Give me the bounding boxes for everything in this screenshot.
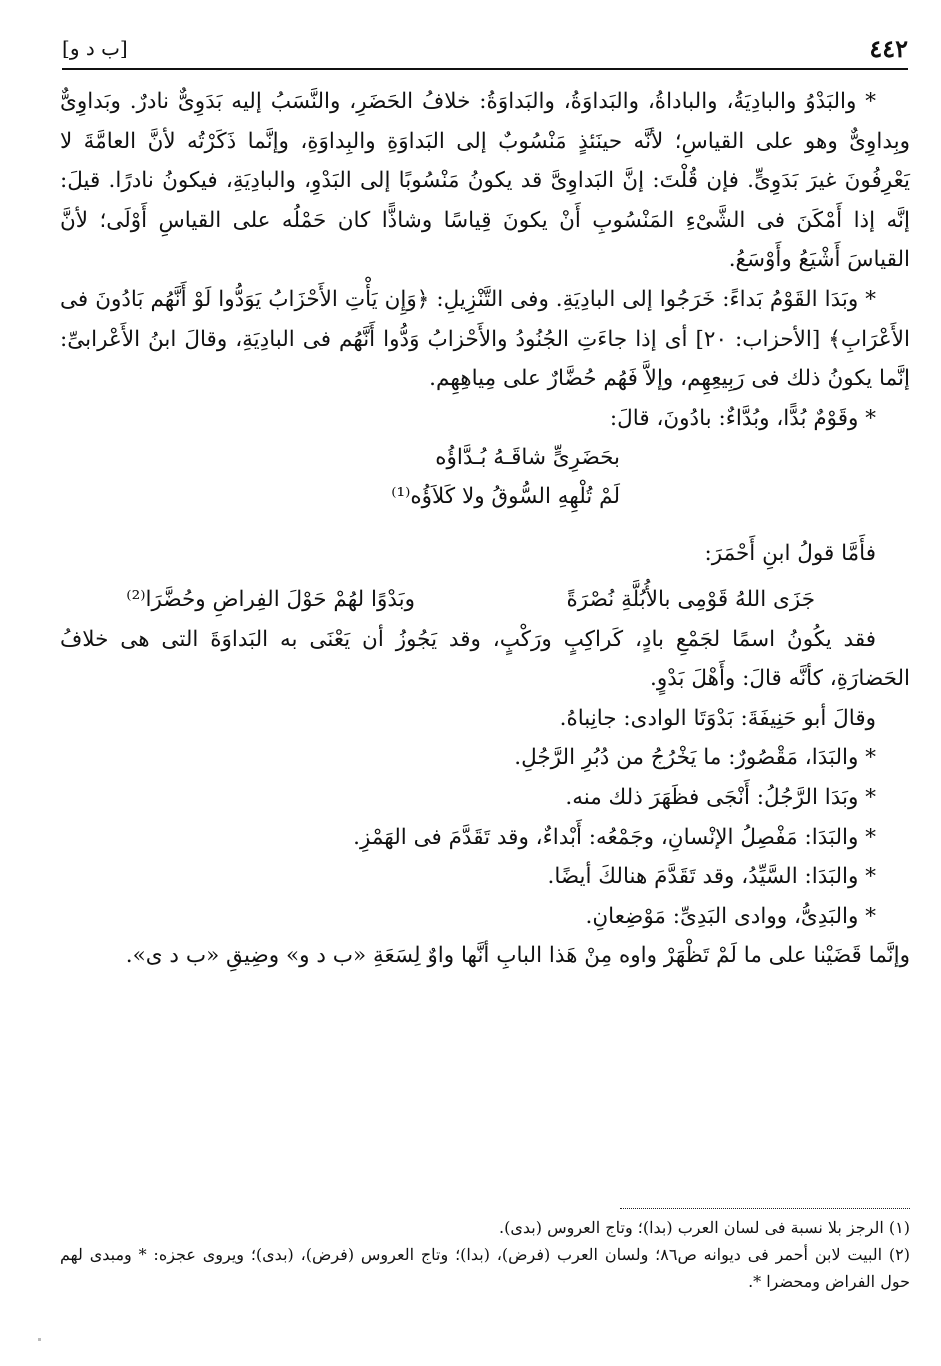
footnote: (٢) البيت لابن أحمر فى ديوانه ص٨٦؛ ولسان العرب (فرض)، (بدا)؛ وتاج العروس (فرض)، (بدى)؛ ويروى عجزه: * ومبدى لهم حول الفراض ومحضرا *. [60, 1245, 911, 1291]
paragraph: * وقَوْمٌ بُدًّا، وبُدَّاءٌ: بادُونَ، قالَ: [609, 405, 876, 431]
paragraph: وإنَّما قَضَيْنا على ما لَمْ تَظْهَرْ واوه مِنْ هَذا البابِ أنَّها واوٌ لِسَعَةِ «ب د و» وضِيقِ «ب د ى». [125, 943, 910, 969]
poetry-couplet [60, 580, 910, 620]
footnote: (١) الرجز بلا نسبة فى لسان العرب (بدا)؛ وتاج العروس (بدى). [499, 1218, 910, 1237]
paragraph: * وبَدَا القَوْمُ بَداءً: خَرَجُوا إلى البادِيَةِ. وفى التَّنْزِيلِ: ﴿وَإِن يَأْتِ الأَحْزَابُ يَوَدُّوا لَوْ أَنَّهُم بَادُونَ فى الأَعْرَابِ﴾ [الأحزاب: ٢٠] أى إذا جاءَتِ الجُنُودُ والأَحْزابُ وَدُّوا أَنَّهُم فى البادِيَةِ، وقالَ ابنُ الأَعْرابىِّ: إنَّما يكونُ ذلك فى رَبِيعِهِم، وإلاَّ فَهُم حُضَّارٌ على مِياهِهِم. [60, 286, 910, 392]
page-header [62, 28, 908, 70]
hemistich-second: وبَدْوًا لهُمْ حَوْلَ الفِراضِ وحُضَّرَا⁽²⁾ [126, 586, 415, 612]
paragraph: * وبَدَا الرَّجُلُ: أَنْجَى فظَهَرَ ذلك منه. [565, 784, 876, 810]
verse-line: لَمْ تُلْهِهِ السُّوقُ ولا كَلاَؤُه⁽¹⁾ [391, 484, 620, 510]
hemistich-first: جَزَى اللهُ قَوْمِى بالأُبُلَّةِ نُصْرَةً [566, 586, 815, 612]
verse-line: بحَضَرِىٍّ شاقَـهُ بُـدَّاؤُه [435, 445, 620, 471]
footnote-separator [620, 1208, 910, 1209]
paragraph: * والبَدَا، مَقْصُورٌ: ما يَخْرُجُ من دُبُرِ الرَّجُلِ. [514, 745, 876, 771]
scan-speck [38, 1338, 41, 1341]
main-text [60, 82, 910, 976]
paragraph: فقد يكُونُ اسمًا لجَمْعِ بادٍ، كَراكِبٍ ورَكْبٍ، وقد يَجُوزُ أن يَعْنَى به البَداوَةَ التى هى خلافُ الحَضارَةِ، كأنَّه قالَ: وأَهْلَ بَدْوٍ. [60, 626, 910, 692]
page-number: ٤٤٢ [869, 34, 908, 63]
paragraph: فأَمَّا قولُ ابنِ أَحْمَرَ: [704, 541, 876, 567]
paragraph: * والبَدَا: مَفْصِلُ الإنْسانِ، وجَمْعُه: أَبْداءٌ، وقد تَقَدَّمَ فى الهَمْزِ. [353, 824, 876, 850]
paragraph: * والبَدَا: السَّيِّدُ، وقد تَقَدَّمَ هنالكَ أيضًا. [547, 864, 876, 890]
paragraph: وقالَ أبو حَنِيفَةَ: بَدْوَتَا الوادى: جانِباهُ. [559, 705, 876, 731]
footnotes [60, 1214, 910, 1295]
paragraph: * والبَدِىُّ، ووادى البَدِىِّ: مَوْضِعانِ. [585, 903, 876, 929]
paragraph: * والبَدْوُ والبادِيَةُ، والباداةُ، والبَداوَةُ، والبَداوَةُ: خلافُ الحَضَرِ، والنَّسَبُ إليه بَدَوِىٌّ نادرٌ. وبَداوِىٌّ وبِداوِىٌّ وهو على القياسِ؛ لأنَّه حينَئذٍ مَنْسُوبٌ إلى البَداوَةِ والبِداوَةِ، وإنَّما ذَكَرْتُه لأنَّ العامَّةَ لا يَعْرِفُونَ غيرَ بَدَوِىٍّ. فإن قُلْتَ: إنَّ البَداوِىَّ قد يكونُ مَنْسُوبًا إلى البَدْوِ، والبادِيَةِ، فيكونُ نادرًا. قيلَ: إنَّه إذا أَمْكَنَ فى الشَّىْءِ المَنْسُوبِ أَنْ يكونَ قِياسًا وشاذًّا كان حَمْلُه على القياسِ أَوْلَى؛ لأنَّ القياسَ أَشْيَعُ وأَوْسَعُ. [60, 89, 910, 273]
root-marker: [ب د و] [62, 36, 128, 60]
